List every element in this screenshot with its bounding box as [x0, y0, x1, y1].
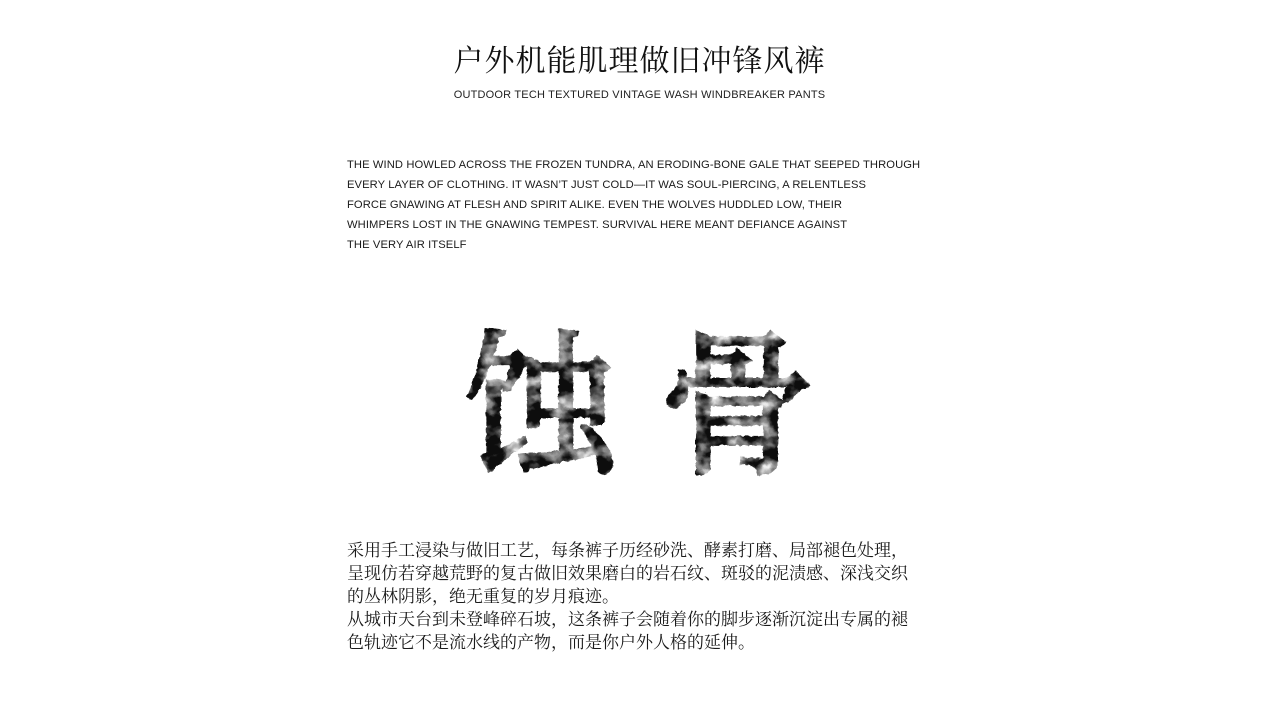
- poem-line: THE VERY AIR ITSELF: [347, 239, 467, 251]
- poem-line: FORCE GNAWING AT FLESH AND SPIRIT ALIKE. EVEN THE WOLVES HUDDLED LOW, THEIR: [347, 199, 843, 211]
- description-line: 从城市天台到未登峰碎石坡，这条裤子会随着你的脚步逐渐沉淀出专属的褪: [347, 610, 908, 630]
- art-character-bone: 骨: [658, 316, 814, 480]
- product-description: [347, 540, 947, 655]
- poem-block: [347, 155, 947, 255]
- description-line: 色轨迹它不是流水线的产物，而是你户外人格的延伸。: [347, 633, 755, 653]
- poem-line: EVERY LAYER OF CLOTHING. IT WASN’T JUST COLD—IT WAS SOUL-PIERCING, A RELENTLESS: [347, 179, 867, 191]
- description-line: 呈现仿若穿越荒野的复古做旧效果磨白的岩石纹、斑驳的泥渍感、深浅交织: [347, 564, 908, 584]
- description-line: 的丛林阴影，绝无重复的岁月痕迹。: [347, 587, 619, 607]
- textured-calligraphy-art: [460, 310, 820, 480]
- page-title: 户外机能肌理做旧冲锋风裤: [453, 44, 826, 79]
- art-character-erode: 蚀: [462, 316, 618, 480]
- textured-calligraphy-svg: [460, 310, 820, 480]
- description-line: 采用手工浸染与做旧工艺，每条裤子历经砂洗、酵素打磨、局部褪色处理，: [347, 541, 908, 561]
- page-subtitle: OUTDOOR TECH TEXTURED VINTAGE WASH WINDBREAKER PANTS: [453, 89, 826, 101]
- poem-line: THE WIND HOWLED ACROSS THE FROZEN TUNDRA, AN ERODING-BONE GALE THAT SEEPED THROUGH: [347, 159, 921, 171]
- poem-line: WHIMPERS LOST IN THE GNAWING TEMPEST. SURVIVAL HERE MEANT DEFIANCE AGAINST: [347, 219, 848, 231]
